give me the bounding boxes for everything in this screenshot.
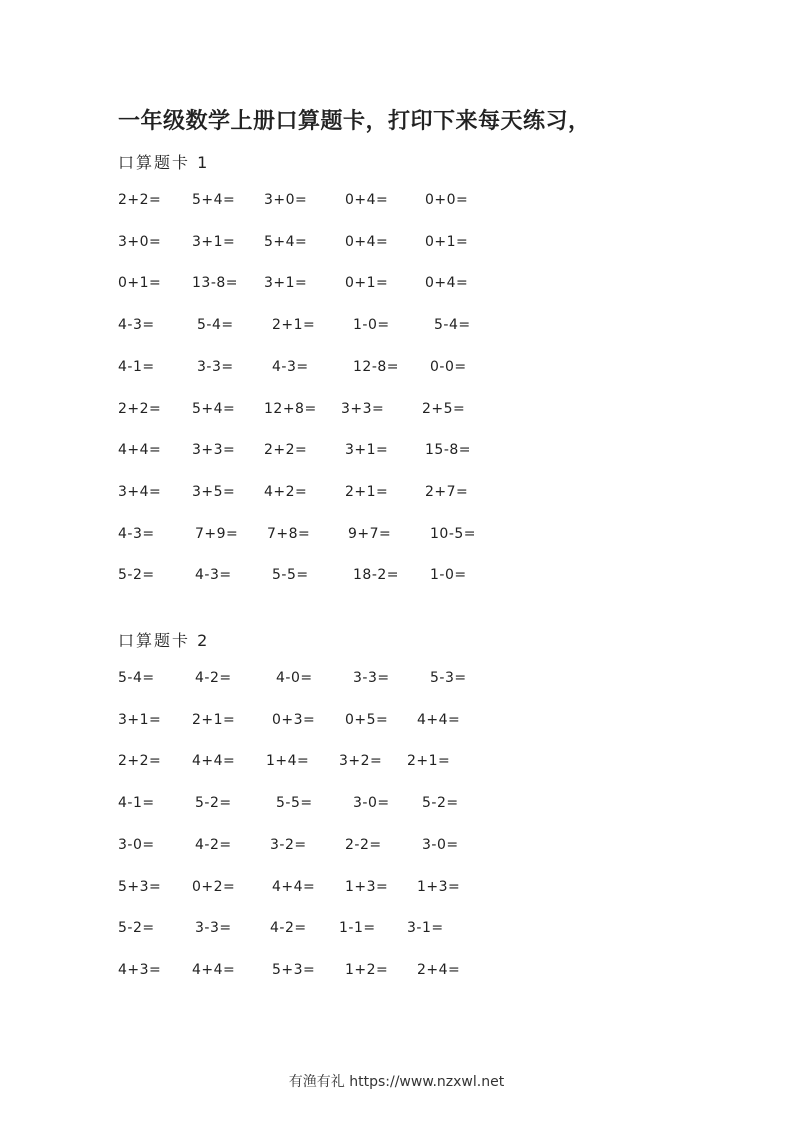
arithmetic-problem: 15-8= xyxy=(425,442,472,459)
page-title: 一年级数学上册口算题卡，打印下来每天练习， xyxy=(118,109,591,134)
arithmetic-problem: 3+0= xyxy=(118,233,162,250)
arithmetic-problem: 5-2= xyxy=(195,795,232,812)
arithmetic-problem: 4+3= xyxy=(118,961,162,978)
arithmetic-problem: 2+1= xyxy=(272,317,316,334)
arithmetic-problem: 4+4= xyxy=(192,753,236,770)
arithmetic-problem: 0+0= xyxy=(425,192,469,208)
card-1-heading: 口算题卡 1 xyxy=(118,153,210,172)
arithmetic-problem: 3-0= xyxy=(353,795,390,812)
arithmetic-problem: 5+4= xyxy=(264,233,308,250)
arithmetic-problem: 3+2= xyxy=(339,753,383,770)
arithmetic-problem: 3+3= xyxy=(341,400,385,417)
arithmetic-problem: 4-3= xyxy=(272,358,309,375)
arithmetic-problem: 4-2= xyxy=(195,836,232,853)
arithmetic-problem: 2+2= xyxy=(118,400,162,417)
arithmetic-problem: 3+1= xyxy=(192,233,236,250)
arithmetic-problem: 18-2= xyxy=(353,567,400,584)
arithmetic-problem: 4-1= xyxy=(118,795,155,812)
arithmetic-problem: 2+2= xyxy=(118,192,162,208)
arithmetic-problem: 4-1= xyxy=(118,358,155,375)
arithmetic-problem: 2+1= xyxy=(407,753,451,770)
arithmetic-problem: 5+3= xyxy=(272,961,316,978)
arithmetic-problem: 2+7= xyxy=(425,483,469,500)
arithmetic-problem: 7+8= xyxy=(267,525,311,542)
arithmetic-problem: 0+1= xyxy=(345,275,389,292)
arithmetic-problem: 4-2= xyxy=(195,670,232,686)
arithmetic-problem: 1+4= xyxy=(266,753,310,770)
card-2-heading: 口算题卡 2 xyxy=(118,631,210,650)
arithmetic-problem: 2+4= xyxy=(417,961,461,978)
arithmetic-problem: 3-0= xyxy=(118,836,155,853)
arithmetic-problem: 2+2= xyxy=(264,442,308,459)
arithmetic-problem: 2-2= xyxy=(345,836,382,853)
arithmetic-problem: 5+3= xyxy=(118,878,162,895)
arithmetic-problem: 5-4= xyxy=(118,670,155,686)
arithmetic-problem: 1-1= xyxy=(339,920,376,937)
arithmetic-problem: 3-3= xyxy=(195,920,232,937)
arithmetic-problem: 2+5= xyxy=(422,400,466,417)
arithmetic-problem: 9+7= xyxy=(348,525,392,542)
arithmetic-problem: 3-1= xyxy=(407,920,444,937)
arithmetic-problem: 5-2= xyxy=(118,920,155,937)
arithmetic-problem: 2+2= xyxy=(118,753,162,770)
arithmetic-problem: 4-2= xyxy=(270,920,307,937)
arithmetic-problem: 3+3= xyxy=(192,442,236,459)
arithmetic-problem: 4+2= xyxy=(264,483,308,500)
arithmetic-problem: 5-2= xyxy=(422,795,459,812)
arithmetic-problem: 1+2= xyxy=(345,961,389,978)
arithmetic-problem: 4-3= xyxy=(118,525,155,542)
arithmetic-problem: 0+1= xyxy=(118,275,162,292)
arithmetic-problem: 10-5= xyxy=(430,525,477,542)
arithmetic-problem: 3-2= xyxy=(270,836,307,853)
arithmetic-problem: 5-4= xyxy=(197,317,234,334)
arithmetic-problem: 0+4= xyxy=(345,192,389,208)
arithmetic-problem: 2+1= xyxy=(192,711,236,728)
arithmetic-problem: 3-3= xyxy=(197,358,234,375)
arithmetic-problem: 5+4= xyxy=(192,192,236,208)
arithmetic-problem: 5-2= xyxy=(118,567,155,584)
arithmetic-problem: 3-3= xyxy=(353,670,390,686)
arithmetic-problem: 3+1= xyxy=(345,442,389,459)
arithmetic-problem: 1+3= xyxy=(417,878,461,895)
arithmetic-problem: 3+1= xyxy=(118,711,162,728)
arithmetic-problem: 3-0= xyxy=(422,836,459,853)
arithmetic-problem: 3+0= xyxy=(264,192,308,208)
arithmetic-problem: 5-3= xyxy=(430,670,467,686)
arithmetic-problem: 0+2= xyxy=(192,878,236,895)
arithmetic-problem: 0+3= xyxy=(272,711,316,728)
arithmetic-problem: 1-0= xyxy=(430,567,467,584)
arithmetic-problem: 4+4= xyxy=(192,961,236,978)
arithmetic-problem: 3+5= xyxy=(192,483,236,500)
arithmetic-problem: 4+4= xyxy=(118,442,162,459)
arithmetic-problem: 0-0= xyxy=(430,358,467,375)
arithmetic-problem: 5+4= xyxy=(192,400,236,417)
arithmetic-problem: 1-0= xyxy=(353,317,390,334)
arithmetic-problem: 0+4= xyxy=(425,275,469,292)
arithmetic-problem: 5-4= xyxy=(434,317,471,334)
arithmetic-problem: 3+4= xyxy=(118,483,162,500)
arithmetic-problem: 4-3= xyxy=(195,567,232,584)
arithmetic-problem: 13-8= xyxy=(192,275,239,292)
arithmetic-problem: 3+1= xyxy=(264,275,308,292)
footer-watermark: 有渔有礼 https://www.nzxwl.net xyxy=(288,1074,505,1090)
arithmetic-problem: 12+8= xyxy=(264,400,317,417)
arithmetic-problem: 2+1= xyxy=(345,483,389,500)
arithmetic-problem: 4-0= xyxy=(276,670,313,686)
arithmetic-problem: 0+1= xyxy=(425,233,469,250)
arithmetic-problem: 12-8= xyxy=(353,358,400,375)
arithmetic-problem: 1+3= xyxy=(345,878,389,895)
arithmetic-problem: 5-5= xyxy=(276,795,313,812)
arithmetic-problem: 4-3= xyxy=(118,317,155,334)
arithmetic-problem: 0+5= xyxy=(345,711,389,728)
arithmetic-problem: 4+4= xyxy=(417,711,461,728)
arithmetic-problem: 5-5= xyxy=(272,567,309,584)
arithmetic-problem: 4+4= xyxy=(272,878,316,895)
arithmetic-problem: 0+4= xyxy=(345,233,389,250)
arithmetic-problem: 7+9= xyxy=(195,525,239,542)
